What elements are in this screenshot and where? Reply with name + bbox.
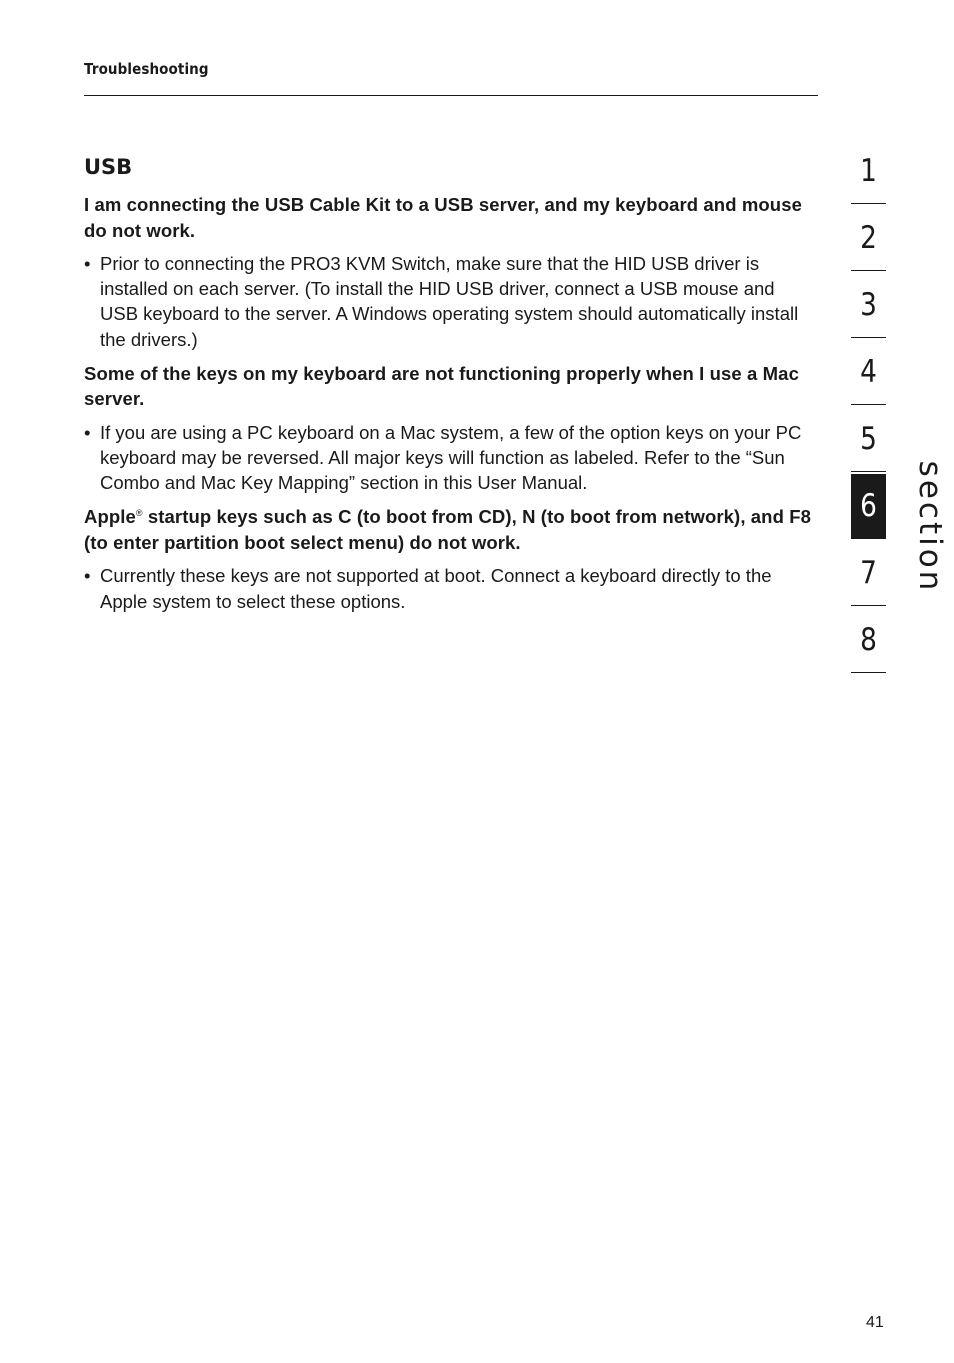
- section-tab-number: 2: [860, 220, 877, 256]
- answer-text: Prior to connecting the PRO3 KVM Switch, make sure that the HID USB driver is installed on each server. (To install the HID USB driver, connect a USB mouse and USB keyboard to the server. A Windows operating system should automatically install the drivers.): [100, 253, 799, 350]
- section-tab-6-active[interactable]: [851, 474, 886, 539]
- section-tab-number: 8: [860, 622, 877, 658]
- registered-mark: ®: [135, 508, 143, 519]
- section-tab-number: 4: [860, 354, 877, 390]
- section-tab-number: 6: [860, 488, 877, 524]
- header-rule: [84, 95, 818, 96]
- page-number: 41: [866, 1314, 884, 1331]
- section-tab-2[interactable]: [851, 206, 886, 271]
- section-tab-number: 1: [860, 153, 877, 189]
- bullet: •: [84, 565, 91, 587]
- question-3: [84, 504, 814, 555]
- section-tab-4[interactable]: [851, 340, 886, 405]
- section-tab-1[interactable]: [851, 139, 886, 204]
- section-nav: [851, 139, 886, 675]
- question-2: Some of the keys on my keyboard are not functioning properly when I use a Mac server.: [84, 362, 799, 410]
- answer-1: [84, 251, 814, 352]
- section-label: section: [912, 460, 948, 594]
- section-tab-number: 5: [860, 421, 877, 457]
- running-header: Troubleshooting: [84, 60, 209, 78]
- section-title: USB: [84, 155, 133, 179]
- section-tab-7[interactable]: [851, 541, 886, 606]
- answer-3: [84, 563, 814, 613]
- section-tab-8[interactable]: [851, 608, 886, 673]
- section-tab-3[interactable]: [851, 273, 886, 338]
- section-tab-number: 3: [860, 287, 877, 323]
- bullet: •: [84, 421, 91, 443]
- bullet: •: [84, 253, 91, 274]
- answer-text: If you are using a PC keyboard on a Mac system, a few of the option keys on your PC keyboard may be reversed. All major keys will function as labeled. Refer to the “Sun Combo and Mac Key Mapping” section in this User Manual.: [100, 421, 802, 494]
- section-tab-5[interactable]: [851, 407, 886, 472]
- question-prefix: Apple: [84, 506, 136, 528]
- main-content: [84, 152, 814, 623]
- answer-2: [84, 420, 814, 496]
- answer-text: Currently these keys are not supported at boot. Connect a keyboard directly to the Apple system to select these options.: [100, 565, 772, 612]
- question-text: startup keys such as C (to boot from CD), N (to boot from network), and F8 (to enter partition boot select menu) do not work.: [84, 506, 812, 553]
- section-tab-number: 7: [860, 555, 877, 591]
- question-1: I am connecting the USB Cable Kit to a USB server, and my keyboard and mouse do not work.: [84, 194, 802, 241]
